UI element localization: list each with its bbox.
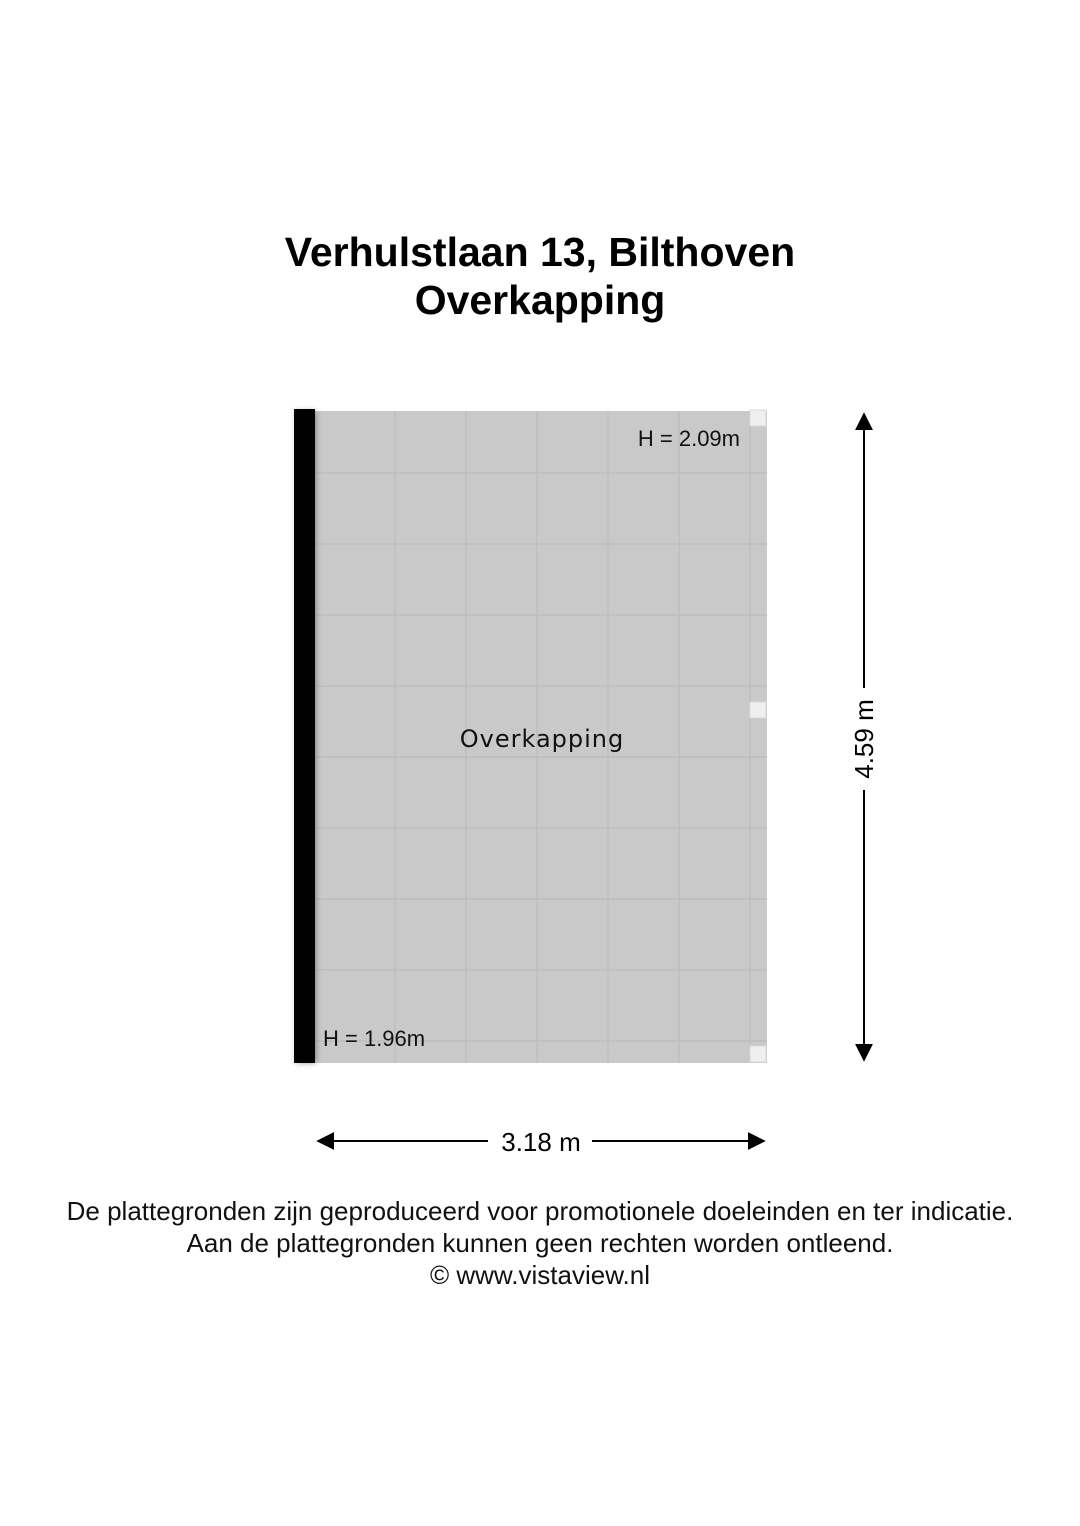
post-middle: [750, 702, 766, 718]
width-label: 3.18 m: [501, 1127, 581, 1157]
post-top: [750, 410, 766, 426]
address-title: Verhulstlaan 13, Bilthoven: [284, 229, 796, 275]
disclaimer-line-1: De plattegronden zijn geproduceerd voor promotionele doeleinden en ter indicatie.: [66, 1196, 1014, 1226]
room-label: Overkapping: [459, 725, 625, 753]
length-label: 4.59 m: [849, 699, 879, 779]
height-top-label: H = 2.09m: [637, 426, 740, 451]
copyright: © www.vistaview.nl: [430, 1260, 650, 1290]
disclaimer-line-2: Aan de plattegronden kunnen geen rechten worden ontleend.: [186, 1228, 894, 1258]
floor-title: Overkapping: [414, 277, 666, 323]
width-dimension: [318, 1127, 764, 1157]
disclaimer: [0, 1195, 1080, 1291]
length-dimension: [849, 414, 879, 1060]
post-bottom: [750, 1046, 766, 1062]
wall: [294, 409, 315, 1063]
height-bottom-label: H = 1.96m: [323, 1026, 426, 1051]
